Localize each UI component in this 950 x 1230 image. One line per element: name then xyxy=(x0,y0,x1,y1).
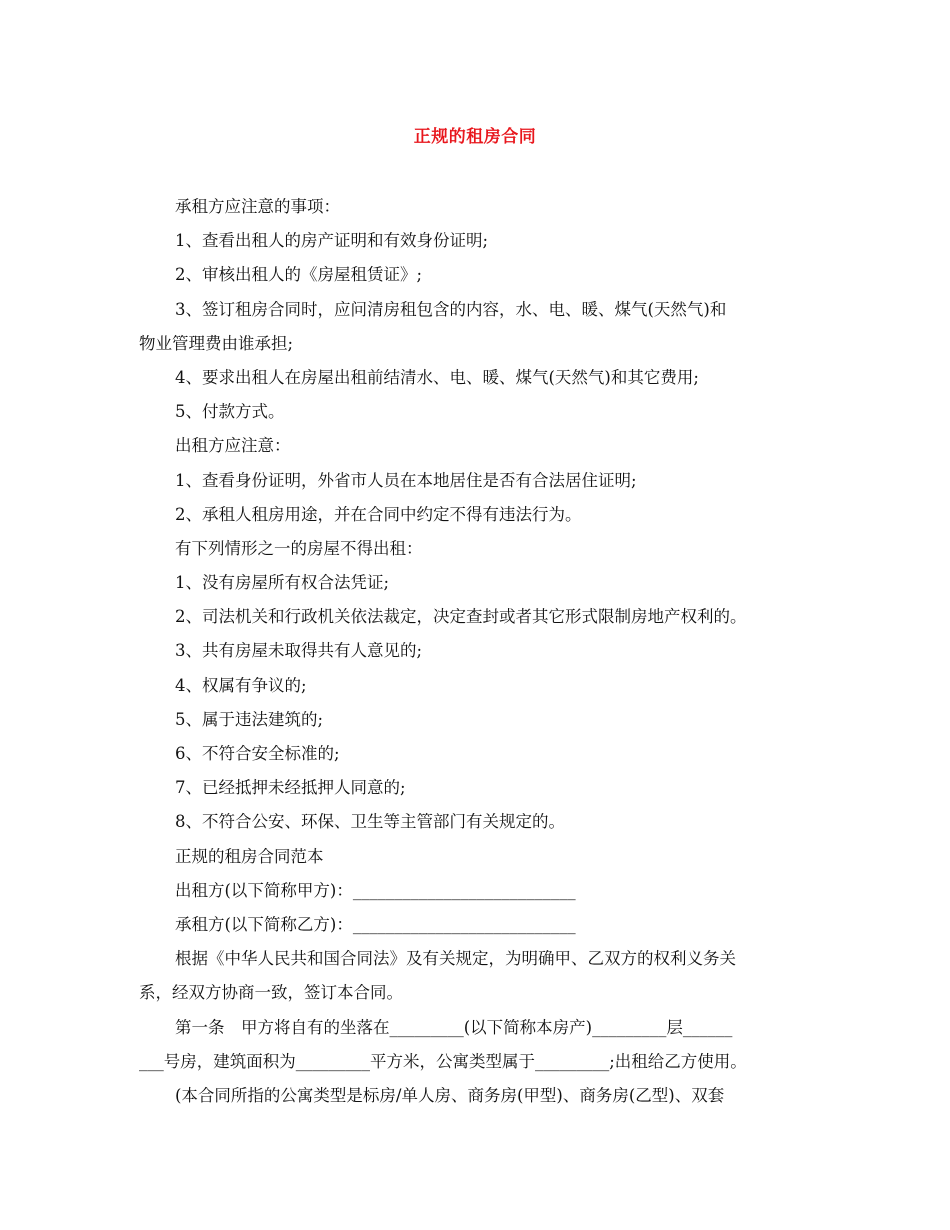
text-line: 1、查看出租人的房产证明和有效身份证明; xyxy=(175,231,489,251)
text-line: 8、不符合公安、环保、卫生等主管部门有关规定的。 xyxy=(175,812,565,832)
text-line: 3、签订租房合同时，应问清房租包含的内容，水、电、暖、煤气(天然气)和 xyxy=(175,299,727,319)
document-body xyxy=(139,190,819,1113)
text-line: 出租方应注意： xyxy=(175,436,291,456)
document-title: 正规的租房合同 xyxy=(413,127,537,147)
text-line: 6、不符合安全标准的; xyxy=(175,744,340,763)
text-line: 承租方(以下简称乙方)：___________________________ xyxy=(175,914,576,934)
text-line: 承租方应注意的事项： xyxy=(175,197,340,216)
text-line: 第一条 甲方将自有的坐落在_________(以下简称本房产)_________层______ xyxy=(175,1017,733,1037)
text-line: 1、查看身份证明，外省市人员在本地居住是否有合法居住证明; xyxy=(175,470,637,490)
text-line: 5、属于违法建筑的; xyxy=(175,709,324,729)
text-line: 2、审核出租人的《房屋租赁证》; xyxy=(175,265,423,285)
text-line: 有下列情形之一的房屋不得出租： xyxy=(175,538,423,558)
text-line: 根据《中华人民共和国合同法》及有关规定，为明确甲、乙双方的权利义务关 xyxy=(175,949,736,969)
text-line: 4、要求出租人在房屋出租前结清水、电、暖、煤气(天然气)和其它费用; xyxy=(175,367,699,387)
text-line: 7、已经抵押未经抵押人同意的; xyxy=(175,778,406,798)
text-line: 出租方(以下简称甲方)：___________________________ xyxy=(175,880,576,900)
text-line: 1、没有房屋所有权合法凭证; xyxy=(175,573,390,593)
text-line: 物业管理费由谁承担; xyxy=(139,333,294,353)
text-line: ___号房，建筑面积为_________平方米，公寓类型属于_________;出租给乙方使用。 xyxy=(139,1051,747,1071)
text-line: 3、共有房屋未取得共有人意见的; xyxy=(175,641,423,661)
text-line: 5、付款方式。 xyxy=(175,402,285,422)
text-line: 系，经双方协商一致，签订本合同。 xyxy=(139,983,403,1003)
text-line: 正规的租房合同范本 xyxy=(175,846,324,866)
text-line: 2、司法机关和行政机关依法裁定，决定查封或者其它形式限制房地产权利的。 xyxy=(175,607,747,627)
text-line: 4、权属有争议的; xyxy=(175,675,307,695)
text-line: (本合同所指的公寓类型是标房/单人房、商务房(甲型)、商务房(乙型)、双套 xyxy=(175,1085,725,1105)
text-line: 2、承租人租房用途，并在合同中约定不得有违法行为。 xyxy=(175,504,582,524)
